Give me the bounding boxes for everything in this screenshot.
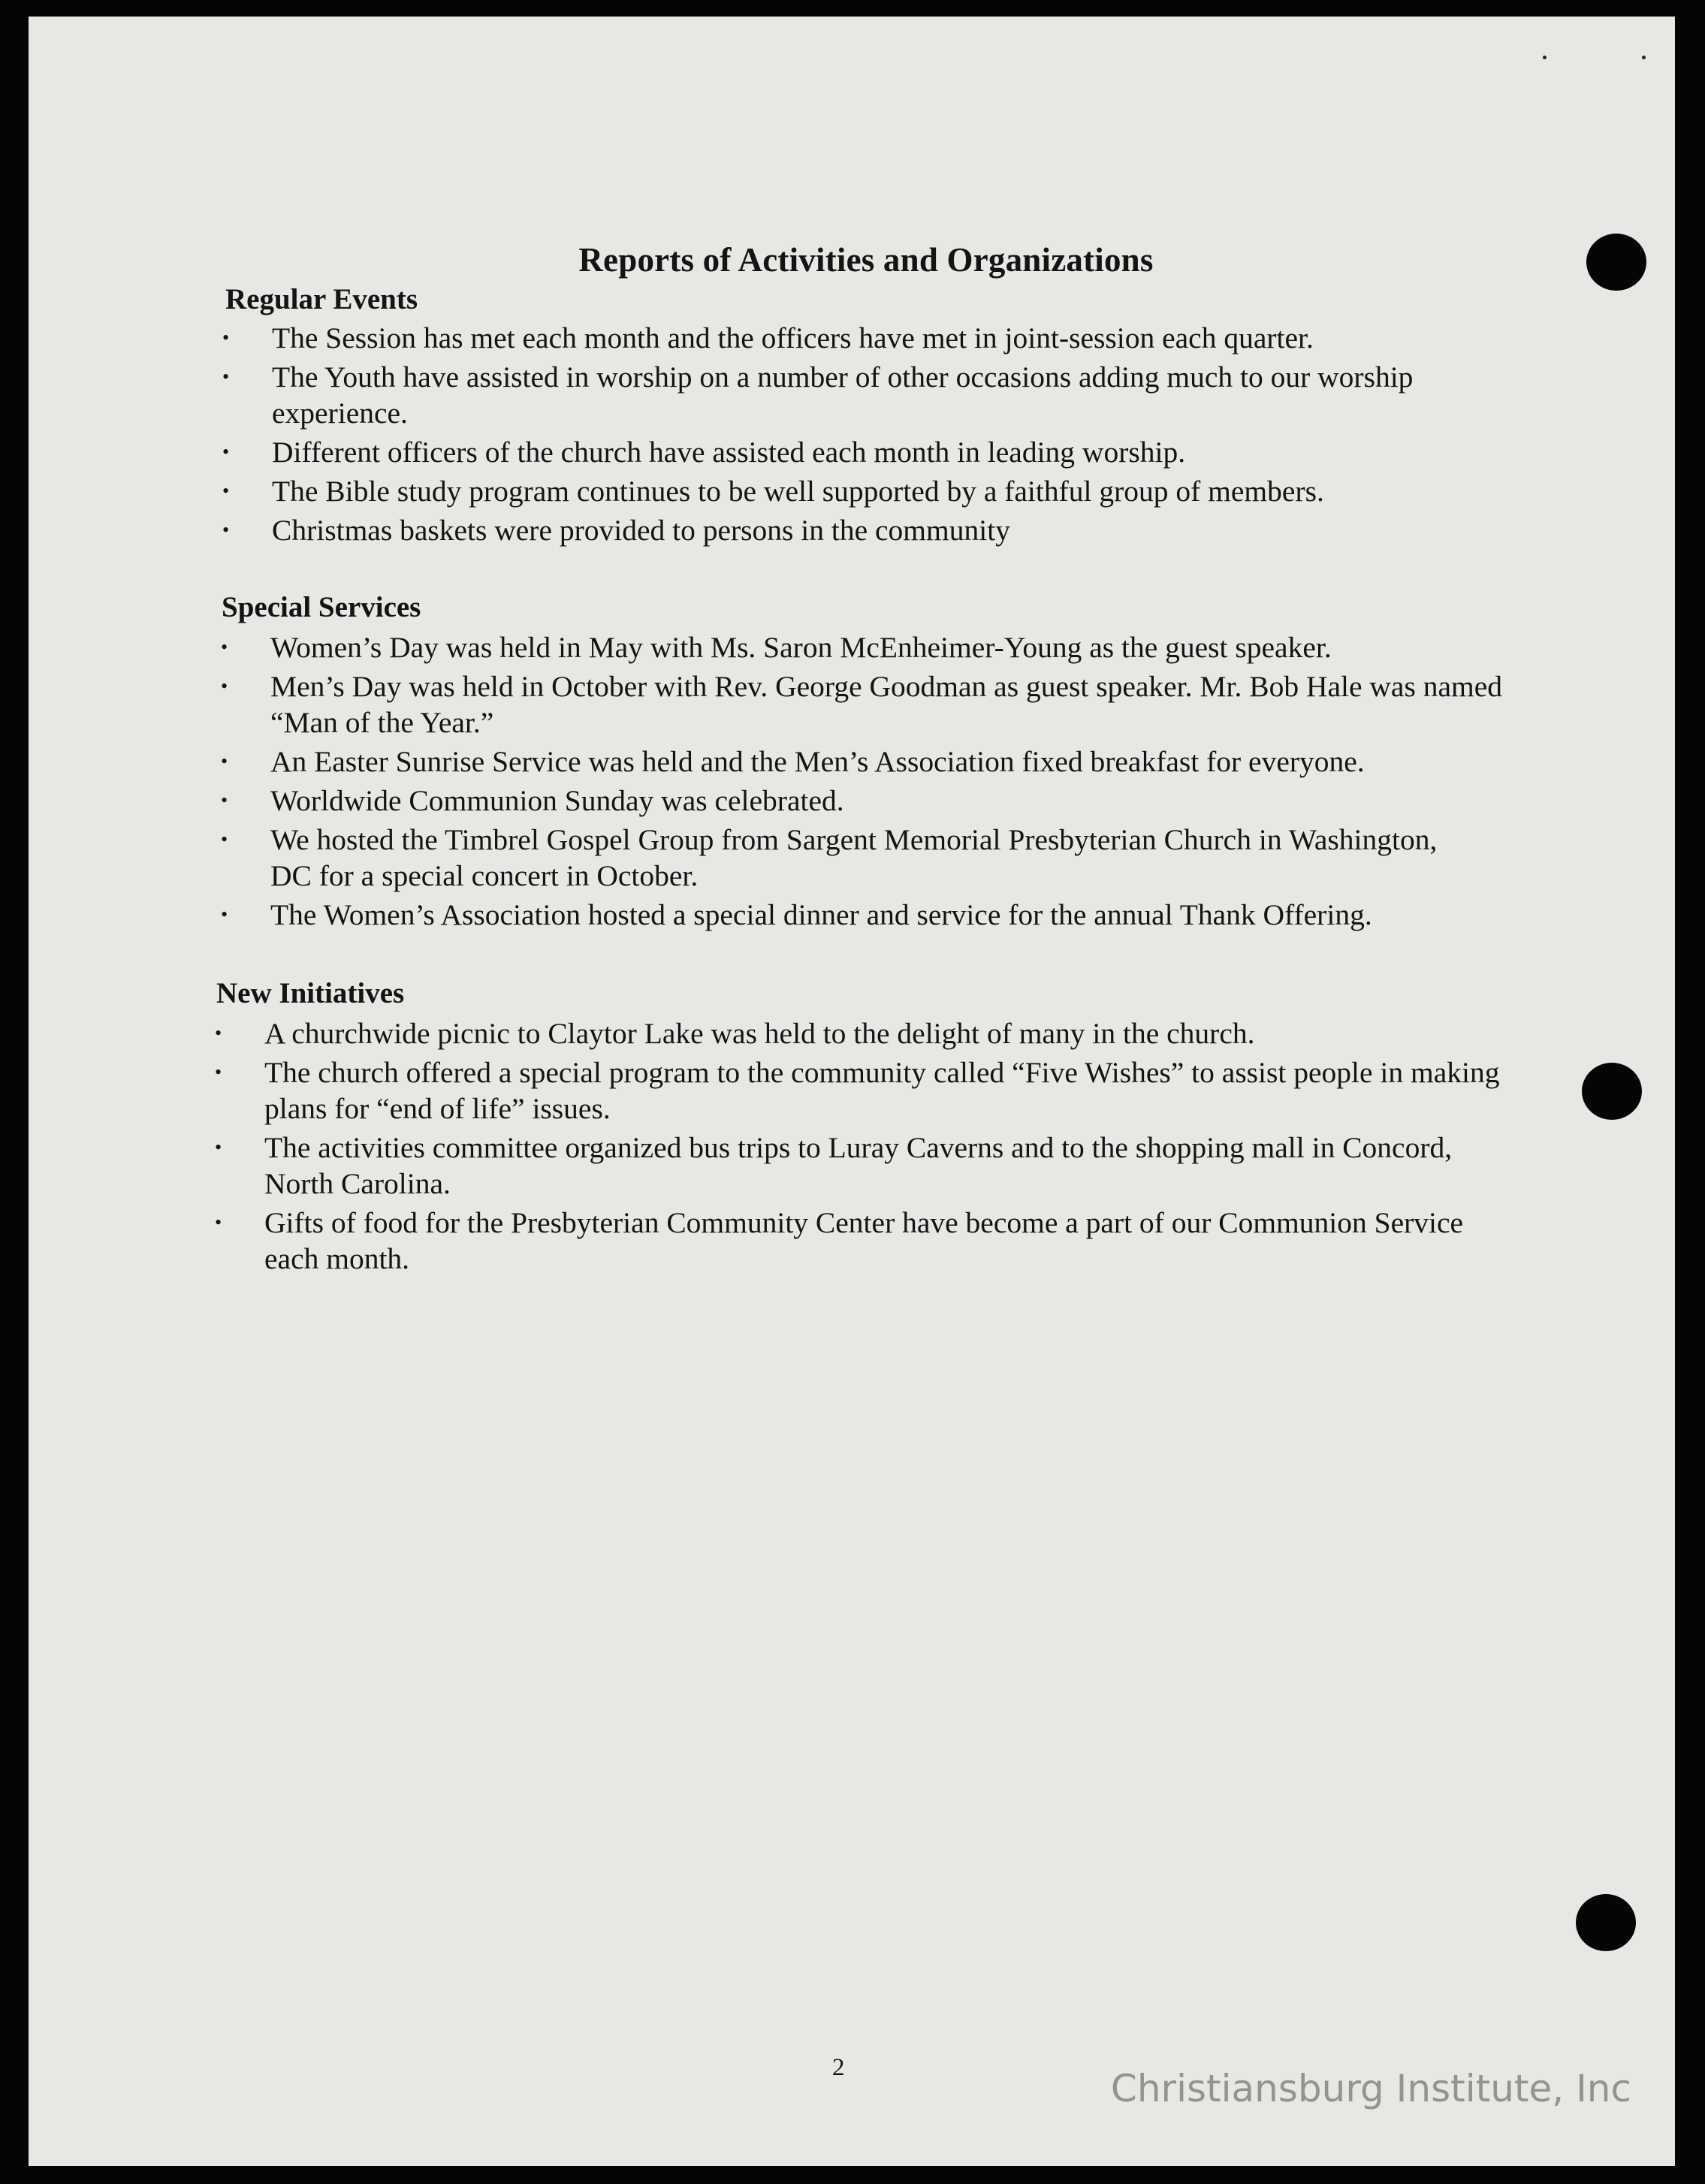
- bullet-icon: •: [221, 789, 228, 811]
- bullet-icon: •: [221, 903, 228, 925]
- bullet-icon: •: [222, 480, 230, 502]
- page-number: 2: [832, 2054, 845, 2081]
- bullet-icon: •: [215, 1061, 222, 1083]
- document-page: [29, 17, 1675, 2166]
- bullet-icon: •: [215, 1211, 222, 1233]
- page-title: Reports of Activities and Organizations: [578, 241, 1154, 279]
- list-item: • A churchwide picnic to Claytor Lake was held to the delight of many in the church.: [215, 1017, 1255, 1050]
- list-item: • We hosted the Timbrel Gospel Group from Sargent Memorial Presbyterian Church in Washington, DC for a special concert in October.: [221, 823, 1438, 892]
- list-item: • The Bible study program continues to be well supported by a faithful group of members.: [222, 475, 1324, 508]
- watermark: Christiansburg Institute, Inc: [1110, 2067, 1631, 2110]
- bullet-icon: •: [221, 636, 228, 658]
- list-item: • The activities committee organized bus trips to Luray Caverns and to the shopping mall in Concord, North Carolina.: [215, 1131, 1453, 1200]
- bullet-icon: •: [221, 750, 228, 772]
- list-item: • The Women’s Association hosted a special dinner and service for the annual Thank Offering.: [221, 898, 1372, 931]
- list-item: • Women’s Day was held in May with Ms. Saron McEnheimer-Young as the guest speaker.: [221, 631, 1332, 664]
- regular-events-list: [222, 320, 1499, 551]
- section-heading-special-services: Special Services: [222, 591, 421, 623]
- list-item: • Worldwide Communion Sunday was celebrated.: [221, 784, 844, 817]
- special-services-list: [221, 629, 1528, 936]
- speck: [1642, 56, 1646, 59]
- list-item: • The Session has met each month and the officers have met in joint-session each quarter.: [222, 321, 1314, 354]
- punch-hole: [1582, 1063, 1642, 1120]
- list-item: • The Youth have assisted in worship on a number of other occasions adding much to our worship experience.: [222, 360, 1414, 430]
- bullet-icon: •: [222, 327, 230, 348]
- list-item: • Different officers of the church have assisted each month in leading worship.: [222, 436, 1186, 469]
- list-item: • Christmas baskets were provided to persons in the community: [222, 514, 1010, 547]
- bullet-icon: •: [221, 675, 228, 697]
- section-heading-new-initiatives: New Initiatives: [216, 977, 405, 1009]
- list-item: • Men’s Day was held in October with Rev. George Goodman as guest speaker. Mr. Bob Hale was named “Man of the Year.”: [221, 670, 1502, 739]
- list-item: • An Easter Sunrise Service was held and the Men’s Association fixed breakfast for everyone.: [221, 745, 1365, 778]
- bullet-icon: •: [215, 1022, 222, 1044]
- list-item: • The church offered a special program to the community called “Five Wishes” to assist people in making plans for “end of life” issues.: [215, 1056, 1500, 1125]
- bullet-icon: •: [222, 366, 230, 388]
- new-initiatives-list: [215, 1015, 1522, 1280]
- bullet-icon: •: [222, 519, 230, 541]
- bullet-icon: •: [222, 441, 230, 463]
- speck: [1543, 56, 1547, 59]
- list-item: • Gifts of food for the Presbyterian Community Center have become a part of our Communion Service each month.: [215, 1206, 1464, 1275]
- punch-hole: [1576, 1894, 1636, 1951]
- bullet-icon: •: [221, 828, 228, 850]
- bullet-icon: •: [215, 1136, 222, 1158]
- section-heading-regular-events: Regular Events: [225, 283, 418, 315]
